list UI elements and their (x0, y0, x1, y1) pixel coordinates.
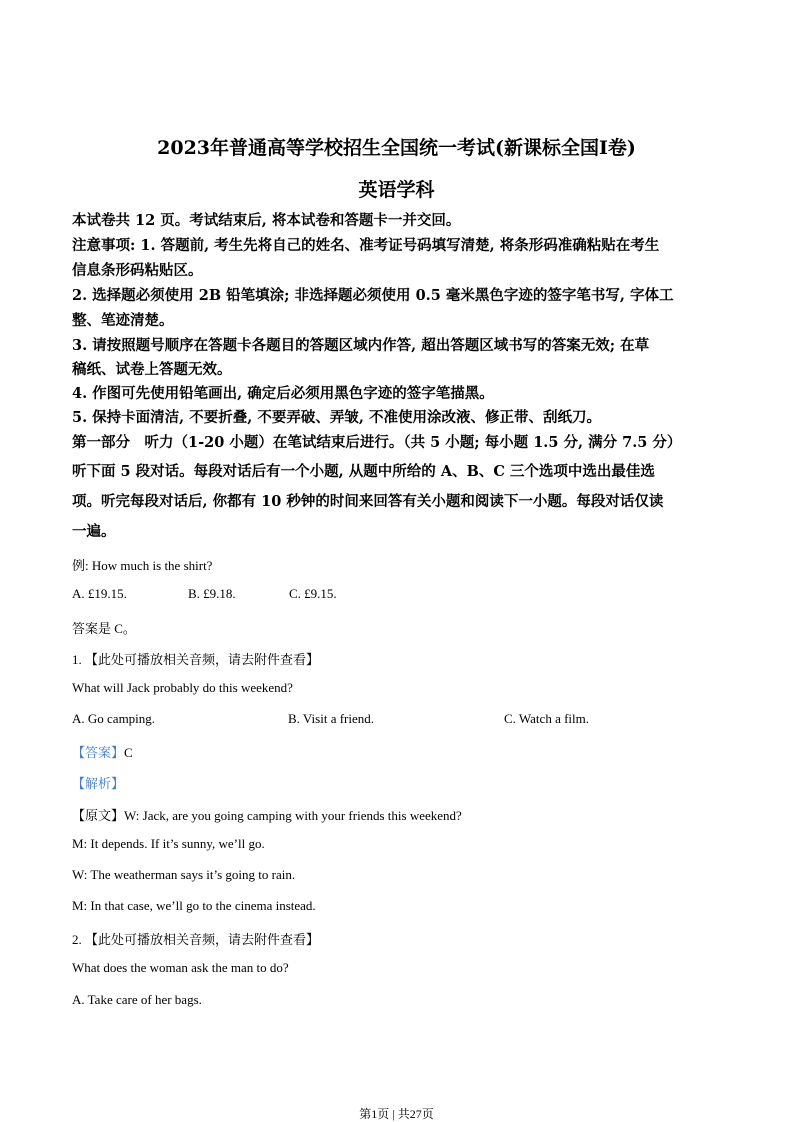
instruction-line: 信息条形码粘贴区。 (72, 262, 203, 279)
instruction-line: 4. 作图可先使用铅笔画出, 确定后必须用黑色字迹的签字笔描黑。 (72, 385, 494, 402)
answer-value: C (124, 745, 133, 760)
option-a: A. £19.15. (72, 586, 127, 601)
instruction-line: 项。听完每段对话后, 你都有 10 秒钟的时间来回答有关小题和阅读下一小题。每段对话仅读 (72, 493, 664, 510)
transcript-line: M: In that case, we’ll go to the cinema instead. (72, 898, 316, 913)
transcript-line: 【原文】W: Jack, are you going camping with your friends this weekend? (72, 808, 462, 823)
transcript-line: W: The weatherman says it’s going to rain. (72, 867, 296, 882)
exam-title: 2023年普通高等学校招生全国统一考试(新课标全国Ⅰ卷) (157, 137, 636, 159)
option-c: C. Watch a film. (504, 711, 590, 726)
page-footer: 第1页 | 共27页 (359, 1107, 434, 1121)
transcript-line: M: It depends. If it’s sunny, we’ll go. (72, 836, 265, 851)
section-heading: 第一部分 听力（1-20 小题）在笔试结束后进行。（共 5 小题; 每小题 1.5 分, 满分 7.5 分） (72, 434, 682, 451)
answer-tag: 【答案】 (72, 745, 125, 760)
option-b: B. £9.18. (188, 586, 236, 601)
instruction-line: 注意事项: 1. 答题前, 考生先将自己的姓名、准考证号码填写清楚, 将条形码准确粘贴在考生 (72, 237, 660, 254)
instruction-line: 稿纸、试卷上答题无效。 (72, 361, 232, 378)
question-1-answer (72, 742, 133, 761)
instruction-line: 听下面 5 段对话。每段对话后有一个小题, 从题中所给的 A、B、C 三个选项中选出最佳选 (72, 463, 655, 480)
option-a: A. Go camping. (72, 711, 156, 726)
instruction-line: 3. 请按照题号顺序在答题卡各题目的答题区域内作答, 超出答题区域书写的答案无效; 在草 (72, 337, 650, 354)
instruction-line: 2. 选择题必须使用 2B 铅笔填涂; 非选择题必须使用 0.5 毫米黑色字迹的签字笔书写, 字体工 (72, 287, 674, 304)
example-options (72, 586, 337, 602)
instruction-line: 5. 保持卡面清洁, 不要折叠, 不要弄破、弄皱, 不准使用涂改液、修正带、刮纸刀。 (72, 409, 601, 426)
instruction-line: 本试卷共 12 页。考试结束后, 将本试卷和答题卡一并交回。 (72, 212, 461, 229)
question-1-prompt: 1. 【此处可播放相关音频，请去附件查看】 (72, 652, 320, 667)
subject-title: 英语学科 (358, 179, 435, 201)
question-1-options (72, 711, 589, 727)
example-question: 例: How much is the shirt? (72, 558, 213, 573)
instruction-line: 一遍。 (72, 523, 116, 540)
question-1-text: What will Jack probably do this weekend? (72, 680, 293, 695)
analysis-tag: 【解析】 (72, 776, 125, 791)
question-2-text: What does the woman ask the man to do? (72, 960, 289, 975)
instruction-line: 整、笔迹清楚。 (72, 312, 174, 329)
question-2-prompt: 2. 【此处可播放相关音频，请去附件查看】 (72, 932, 320, 947)
question-2-option-a: A. Take care of her bags. (72, 992, 202, 1007)
option-c: C. £9.15. (289, 586, 337, 601)
example-answer: 答案是 C。 (72, 621, 136, 636)
option-b: B. Visit a friend. (288, 711, 374, 726)
